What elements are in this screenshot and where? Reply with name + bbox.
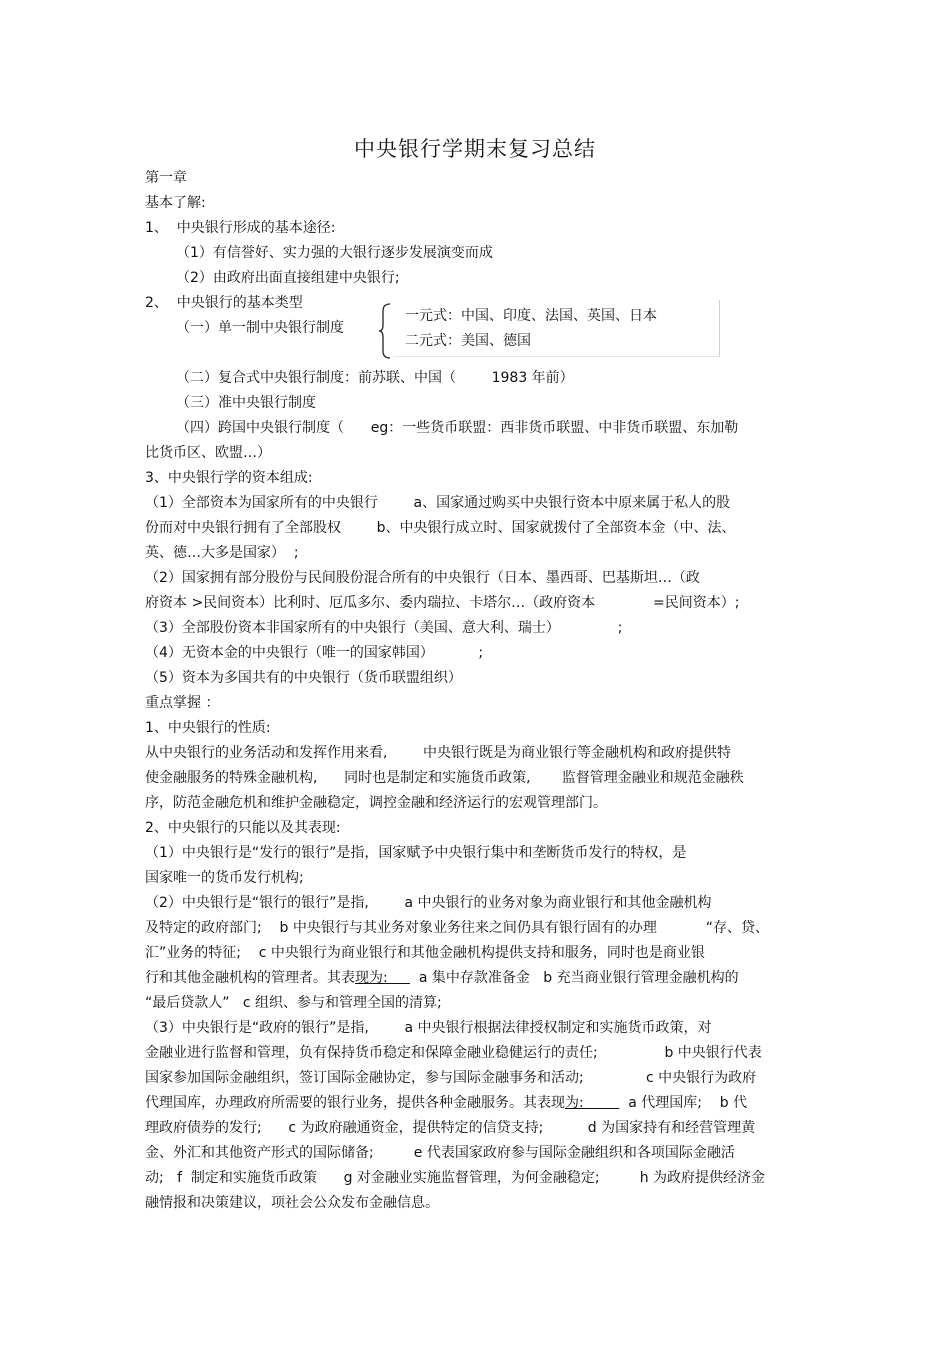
underlined-segment: 为: [565,1095,620,1111]
item-heading-functions: 2、中央银行的只能以及其表现: [145,820,341,836]
text-line: （三）准中央银行制度 [176,395,316,411]
text-line: 从中央银行的业务活动和发挥作用来看, 中央银行既是为商业银行等金融机构和政府提供特 [145,745,732,761]
text-line: （二）复合式中央银行制度：前苏联、中国（ 1983 年前） [176,370,574,386]
item-heading-nature: 1、中央银行的性质: [145,720,271,736]
text-line: 序，防范金融危机和维护金融稳定，调控金融和经济运行的宏观管理部门。 [145,795,607,811]
text-line [145,968,739,988]
brace-line-unitary: 一元式：中国、印度、法国、英国、日本 [405,308,657,324]
chapter-heading: 第一章 [145,170,187,186]
text-line [145,1093,747,1113]
brace-icon [378,303,392,359]
text-line: 金、外汇和其他资产形式的国际储备; e 代表国家政府参与国际金融组织和各项国际金融活 [145,1145,735,1161]
text-line: （2）国家拥有部分股份与民间股份混合所有的中央银行（日本、墨西哥、巴基斯坦…（政 [145,570,700,586]
text-line: （3）中央银行是“政府的银行”是指, a 中央银行根据法律授权制定和实施货币政策，对 [145,1020,712,1036]
underlined-segment: 现为: [355,970,410,986]
item-heading-types: 2、 中央银行的基本类型 [145,295,303,311]
text-line: 比货币区、欧盟…） [145,445,271,461]
text-line: 动; f 制定和实施货币政策 g 对金融业实施监督管理，为何金融稳定; h 为政府提供经济金 [145,1170,766,1186]
text-segment: 行和其他金融机构的管理者。其表 [145,970,355,986]
text-line: （1）有信誉好、实力强的大银行逐步发展演变而成 [176,245,493,261]
text-segment: 代理国库，办理政府所需要的银行业务，提供各种金融服务。其表现 [145,1095,565,1111]
text-line: （2）由政府出面直接组建中央银行; [176,270,400,286]
text-line: 英、德…大多是国家） ; [145,545,299,561]
text-line: （2）中央银行是“银行的银行”是指, a 中央银行的业务对象为商业银行和其他金融机构 [145,895,712,911]
text-line: （5）资本为多国共有的中央银行（货币联盟组织） [145,670,462,686]
text-line: 国家唯一的货币发行机构; [145,870,304,886]
text-line: 理政府债券的发行; c 为政府融通资金，提供特定的信贷支持; d 为国家持有和经营管理黄 [145,1120,756,1136]
text-line: 份而对中央银行拥有了全部股权 b、中央银行成立时、国家就拨付了全部资本金（中、法、 [145,520,736,536]
text-line: 使金融服务的特殊金融机构, 同时也是制定和实施货币政策, 监督管理金融业和规范金融秩 [145,770,744,786]
text-line: 府资本 >民间资本）比利时、厄瓜多尔、委内瑞拉、卡塔尔…（政府资本 =民间资本）; [145,595,740,611]
page-title: 中央银行学期末复习总结 [354,137,596,161]
text-line: 国家参加国际金融组织，签订国际金融协定，参与国际金融事务和活动; c 中央银行为政府 [145,1070,757,1086]
text-line: 金融业进行监督和管理，负有保持货币稳定和保障金融业稳健运行的责任; b 中央银行代表 [145,1045,762,1061]
section-heading-key: 重点掌握 ： [145,695,220,711]
text-line: （4）无资本金的中央银行（唯一的国家韩国） ; [145,645,484,661]
section-heading-basic: 基本了解: [145,195,206,211]
item-heading-formation: 1、 中央银行形成的基本途径: [145,220,336,236]
text-line: 及特定的政府部门; b 中央银行与其业务对象业务往来之间仍具有银行固有的办理 “存、贷、 [145,920,770,936]
text-line: （一）单一制中央银行制度 [176,320,344,336]
text-line: 融情报和决策建议，项社会公众发布金融信息。 [145,1195,439,1211]
item-heading-capital: 3、中央银行学的资本组成: [145,470,313,486]
text-line: 汇”业务的特征; c 中央银行为商业银行和其他金融机构提供支持和服务，同时也是商业银 [145,945,705,961]
text-line: “最后贷款人” c 组织、参与和管理全国的清算; [145,995,442,1011]
brace-line-dual: 二元式：美国、德国 [405,333,531,349]
text-line: （1）全部资本为国家所有的中央银行 a、国家通过购买中央银行资本中原来属于私人的股 [145,495,731,511]
text-segment: a 代理国库; b 代 [619,1095,748,1111]
text-line: （四）跨国中央银行制度（ eg：一些货币联盟：西非货币联盟、中非货币联盟、东加勒 [176,420,739,436]
text-line: （3）全部股份资本非国家所有的中央银行（美国、意大利、瑞士） ; [145,620,623,636]
text-line: （1）中央银行是“发行的银行”是指，国家赋予中央银行集中和垄断货币发行的特权，是 [145,845,687,861]
text-segment: a 集中存款准备金 b 充当商业银行管理金融机构的 [409,970,739,986]
